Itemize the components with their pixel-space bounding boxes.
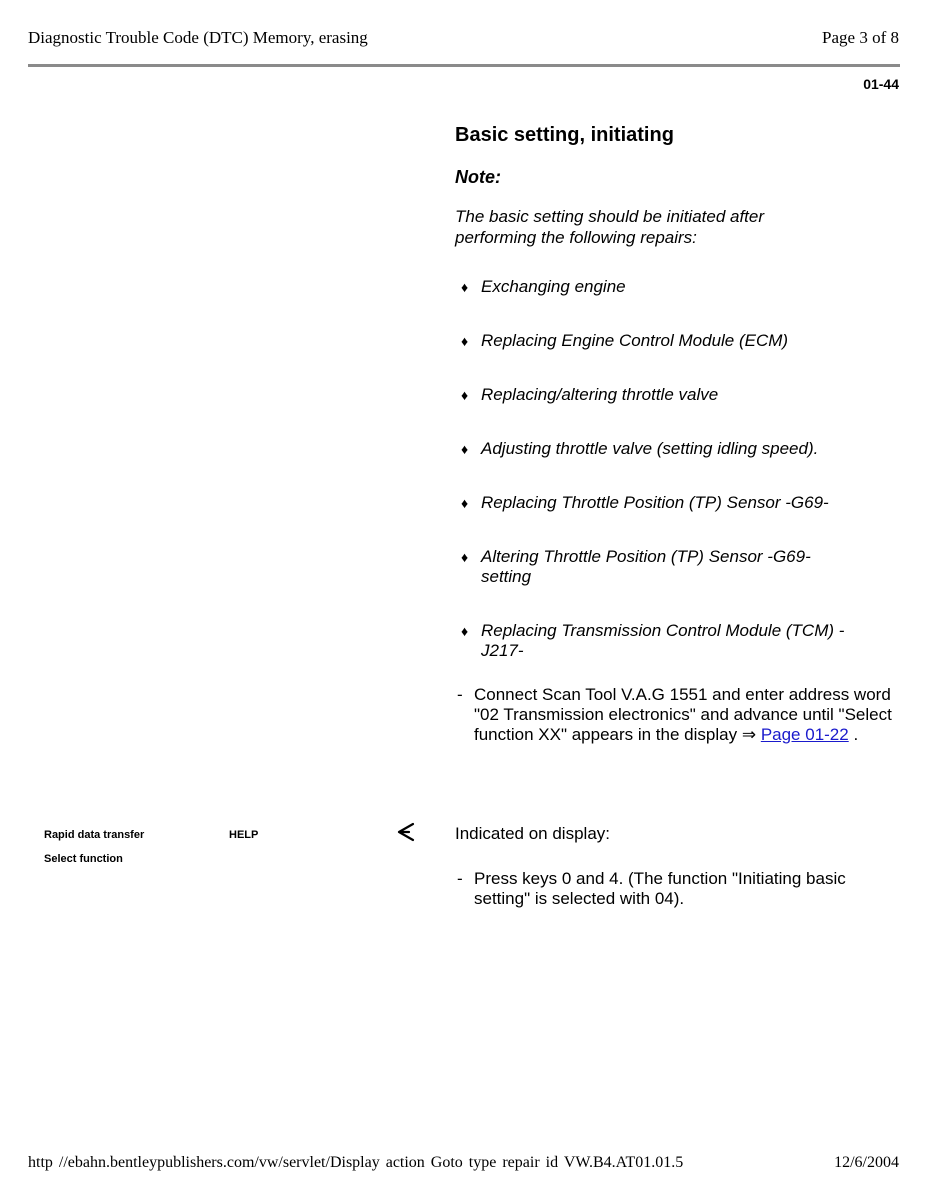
indicated-on-display: Indicated on display: bbox=[455, 824, 610, 843]
list-item: ♦ Altering Throttle Position (TP) Sensor -G69- setting bbox=[461, 547, 811, 586]
note-label: Note: bbox=[455, 167, 501, 187]
list-item: ♦ Adjusting throttle valve (setting idling speed). bbox=[461, 439, 819, 458]
footer-date: 12/6/2004 bbox=[834, 1154, 899, 1171]
step-press-keys bbox=[455, 869, 894, 909]
list-item: ♦ Replacing Transmission Control Module (TCM) -J217- bbox=[461, 621, 845, 660]
display-line1-left: Rapid data transfer bbox=[44, 829, 145, 841]
note-intro: The basic setting should be initiated after performing the following repairs: bbox=[455, 207, 765, 247]
diamond-bullet-icon: ♦ bbox=[461, 495, 469, 511]
diamond-bullet-icon: ♦ bbox=[461, 441, 469, 457]
diamond-bullet-icon: ♦ bbox=[461, 387, 469, 403]
header-divider bbox=[28, 64, 900, 67]
step-connect-scan-tool bbox=[455, 685, 894, 745]
display-line2: Select function bbox=[44, 853, 123, 865]
display-line1-right: HELP bbox=[229, 829, 259, 841]
step-text: Connect Scan Tool V.A.G 1551 and enter address word "02 Transmission electronics" and advance until "Select function XX" appears in the display bbox=[474, 685, 892, 744]
footer-url: http //ebahn.bentleypublishers.com/vw/servlet/Display action Goto type repair id VW.B4.AT01.01.5 bbox=[28, 1154, 684, 1171]
step-end: . bbox=[853, 725, 859, 744]
step-dash: - bbox=[457, 685, 463, 704]
list-item: ♦ Exchanging engine bbox=[461, 277, 626, 296]
page-link[interactable]: Page 01-22 bbox=[760, 725, 849, 744]
main-content bbox=[455, 122, 892, 745]
diamond-bullet-icon: ♦ bbox=[461, 623, 469, 639]
arrow-right-icon: ⇒ bbox=[741, 725, 757, 744]
pointer-arrow-icon bbox=[396, 822, 418, 842]
repair-list bbox=[455, 277, 885, 661]
page-code: 01-44 bbox=[863, 76, 899, 92]
diamond-bullet-icon: ♦ bbox=[461, 549, 469, 565]
document-title: Diagnostic Trouble Code (DTC) Memory, erasing bbox=[28, 28, 368, 47]
list-item: ♦ Replacing/altering throttle valve bbox=[461, 385, 719, 404]
step-text: Press keys 0 and 4. (The function "Initiating basic setting" is selected with 04). bbox=[474, 869, 846, 908]
section-heading: Basic setting, initiating bbox=[455, 124, 674, 146]
diamond-bullet-icon: ♦ bbox=[461, 279, 469, 295]
page-number: Page 3 of 8 bbox=[822, 28, 899, 47]
list-item: ♦ Replacing Throttle Position (TP) Sensor -G69- bbox=[461, 493, 829, 512]
diamond-bullet-icon: ♦ bbox=[461, 333, 469, 349]
step-dash: - bbox=[457, 869, 463, 888]
list-item: ♦ Replacing Engine Control Module (ECM) bbox=[461, 331, 789, 350]
